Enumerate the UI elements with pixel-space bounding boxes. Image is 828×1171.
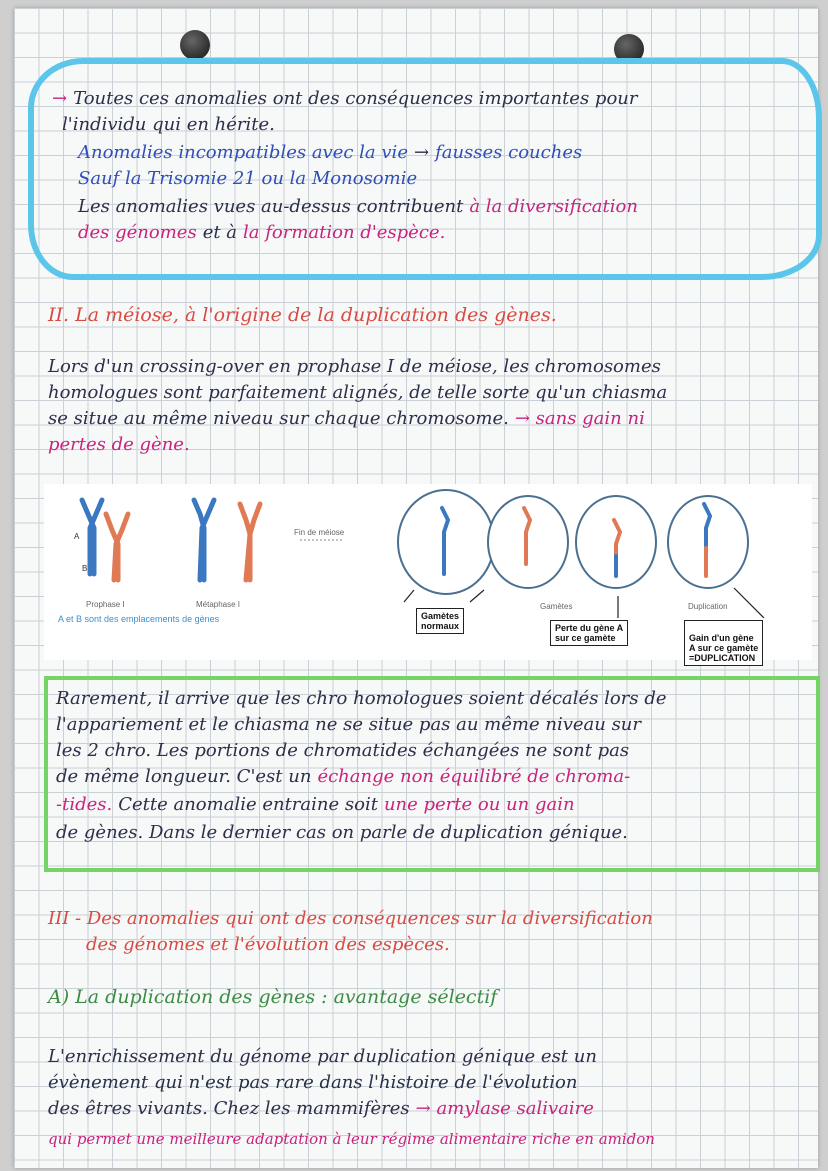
perte-gene-box: Perte du gène A sur ce gamète (550, 620, 628, 646)
gain-gene-box: Gain d'un gène A sur ce gamète =DUPLICATION (684, 620, 763, 666)
section-3-line-3: des êtres vivants. Chez les mammifères → amylase salivaire (48, 1098, 594, 1119)
green-line-6: de gènes. Dans le dernier cas on parle de duplication génique. (56, 822, 628, 843)
section-3-line-2: évènement qui n'est pas rare dans l'histoire de l'évolution (48, 1072, 578, 1093)
metaphase-label: Métaphase I (196, 600, 241, 609)
gene-b-label: B (82, 564, 88, 573)
green-line-2: l'appariement et le chiasma ne se situe pas au même niveau sur (56, 714, 641, 735)
section-3-line-4: qui permet une meilleure adaptation à leur régime alimentaire riche en amidon (48, 1130, 655, 1148)
section-2-title: II. La méiose, à l'origine de la duplication des gènes. (48, 304, 557, 326)
cloud-line-1: → Toutes ces anomalies ont des conséquences importantes pour (52, 88, 638, 109)
section-3-title-line-2: des génomes et l'évolution des espèces. (86, 934, 450, 955)
meiosis-figure (44, 484, 812, 663)
gamete-circles (398, 490, 748, 594)
arrow-icon: → (413, 142, 430, 163)
section-2-line-4: pertes de gène. (48, 434, 190, 455)
metaphase-chromosomes (194, 500, 260, 580)
gametes-normaux-box: Gamètes normaux (416, 608, 464, 634)
cloud-line-4: Sauf la Trisomie 21 ou la Monosomie (78, 168, 418, 189)
cloud-line-3: Anomalies incompatibles avec la vie → fausses couches (78, 142, 583, 163)
prophase-chromosomes (82, 500, 128, 580)
duplication-label: Duplication (688, 602, 728, 611)
green-line-5: -tides. Cette anomalie entraine soit une perte ou un gain (56, 794, 575, 815)
gene-a-label: A (74, 532, 80, 541)
section-2-line-2: homologues sont parfaitement alignés, de telle sorte qu'un chiasma (48, 382, 668, 403)
arrow-icon: → (52, 88, 68, 109)
section-2-line-3: se situe au même niveau sur chaque chromosome. → sans gain ni (48, 408, 645, 429)
cloud-line-2: l'individu qui en hérite. (62, 114, 275, 135)
section-3-title-line-1: III - Des anomalies qui ont des conséquences sur la diversification (48, 908, 653, 929)
cloud-line-5: Les anomalies vues au-dessus contribuent à la diversification (78, 196, 638, 217)
green-line-4: de même longueur. C'est un échange non équilibré de chroma- (56, 766, 631, 787)
binder-hole-left (180, 30, 210, 60)
figure-caption: A et B sont des emplacements de gènes (58, 614, 220, 624)
section-3-line-1: L'enrichissement du génome par duplication génique est un (48, 1046, 597, 1067)
section-2-line-1: Lors d'un crossing-over en prophase I de méiose, les chromosomes (48, 356, 661, 377)
subsection-a-title: A) La duplication des gènes : avantage sélectif (48, 986, 498, 1008)
fin-meiose-label: Fin de méiose (294, 528, 345, 537)
cloud-line-6: des génomes et à la formation d'espèce. (78, 222, 446, 243)
green-line-1: Rarement, il arrive que les chro homologues soient décalés lors de (56, 688, 667, 709)
gametes-label: Gamètes (540, 602, 573, 611)
green-line-3: les 2 chro. Les portions de chromatides échangées ne sont pas (56, 740, 630, 761)
prophase-label: Prophase I (86, 600, 125, 609)
